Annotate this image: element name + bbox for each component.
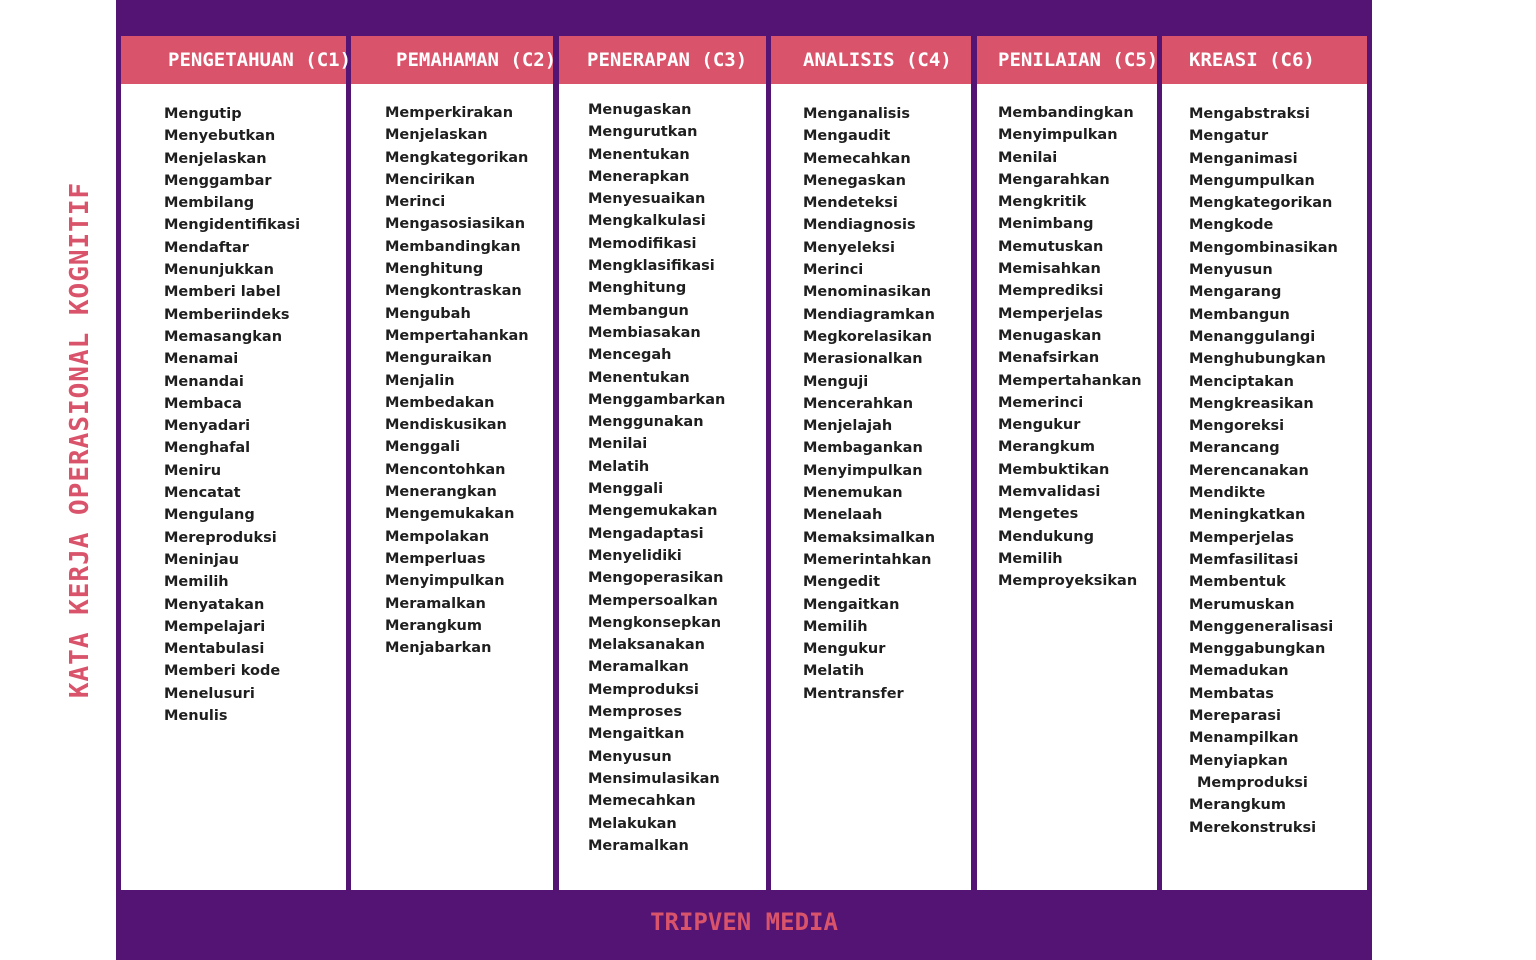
verb-item: Memfasilitasi [1189,551,1299,568]
verb-item: Meramalkan [588,837,689,854]
verb-item: Mengedit [803,574,881,591]
verb-item: Megkorelasikan [803,328,932,345]
column-header: PENERAPAN (C3) [559,36,766,84]
verb-item: Menggambarkan [588,391,726,408]
verb-item: Menganimasi [1189,150,1298,167]
verb-item: Merinci [803,262,864,279]
verb-item: Menyusun [1189,262,1273,279]
verb-item: Membangun [588,302,689,319]
verb-item: Menyusun [588,748,672,765]
verb-item: Menganalisis [803,106,911,122]
verb-item: Mengukur [803,641,886,658]
verb-item: Mengidentifikasi [164,217,301,234]
verb-item: Mengubah [385,305,471,322]
verb-item: Menyadari [164,418,251,435]
verb-item: Memerinci [998,394,1084,411]
verb-item: Mengetes [998,506,1079,523]
column-c6 [1162,36,1367,890]
verb-item: Memasangkan [164,328,283,345]
verb-item: Memecahkan [803,150,911,167]
verb-item: Mengasosiasikan [385,216,526,233]
verb-item: Merasionalkan [803,351,923,368]
verb-item: Menegaskan [803,172,906,189]
verb-item: Memperjelas [1189,529,1294,546]
verb-item: Memproduksi [1197,774,1308,791]
verb-item: Mendikte [1189,485,1266,502]
verb-item: Mencegah [588,347,672,364]
verb-item: Meninjau [164,551,239,568]
verb-item: Menerangkan [385,484,497,501]
verb-item: Menemukan [803,485,903,502]
column-c4 [771,36,971,890]
verb-item: Menerapkan [588,168,690,185]
verb-item: Menimbang [998,216,1094,233]
verb-item: Membaca [164,395,242,412]
verb-item: Mengadaptasi [588,525,704,542]
verb-item: Menulis [164,708,228,725]
verb-item: Mendiagramkan [803,306,935,323]
verb-item: Mengkritik [998,194,1087,211]
verb-item: Mencerahkan [803,395,914,412]
verb-item: Memprediksi [998,283,1104,300]
verb-item: Mencatat [164,485,241,502]
verb-item: Menampilkan [1189,730,1299,747]
column-c2 [351,36,557,890]
verb-item: Memadukan [1189,663,1289,680]
verb-list [803,103,935,705]
verb-list [385,102,529,659]
verb-item: Merumuskan [1189,596,1295,613]
verb-item: Melaksanakan [588,637,705,654]
verb-item: Menugaskan [588,102,692,118]
verb-item: Menjelaskan [385,127,488,144]
verb-item: Mentransfer [803,685,904,702]
verb-item: Menjalin [385,372,455,389]
verb-list [998,102,1142,593]
verb-item: Menghitung [385,261,484,278]
verb-item: Mempolakan [385,528,490,545]
verb-item: Membentuk [1189,574,1286,591]
column-header: PENILAIAN (C5) [977,36,1157,84]
verb-item: Menentukan [588,146,690,163]
verb-item: Merangkum [385,617,482,634]
verb-item: Mencirikan [385,171,476,188]
verb-item: Menggali [385,439,461,456]
verb-item: Mempertahankan [385,327,529,344]
verb-item: Merinci [385,194,446,211]
table-frame [116,0,1372,960]
column-header: PEMAHAMAN (C2) [351,36,553,84]
verb-item: Mengoreksi [1189,418,1285,435]
verb-item: Mengaitkan [588,726,685,743]
verb-item: Memodifikasi [588,235,697,252]
verb-item: Membuktikan [998,461,1110,478]
verb-item: Mengulang [164,507,255,524]
verb-item: Menjelaskan [164,150,267,167]
verb-item: Menyeleksi [803,239,895,256]
verb-item: Membandingkan [385,238,521,255]
verb-item: Melatih [588,458,650,475]
verb-item: Menilai [998,149,1058,166]
verb-item: Membiasakan [588,324,701,341]
verb-item: Memutuskan [998,238,1104,255]
verb-item: Menjelajah [803,418,893,435]
verb-item: Memberiindeks [164,306,290,323]
verb-item: Mendiskusikan [385,417,507,434]
verb-list [1189,103,1338,839]
verb-item: Mencontohkan [385,461,506,478]
verb-item: Memilih [803,618,868,635]
verb-item: Memperkirakan [385,105,514,121]
verb-item: Menggambar [164,172,272,189]
verb-item: Menafsirkan [998,350,1100,367]
verb-item: Mengombinasikan [1189,239,1338,256]
verb-item: Melatih [803,663,865,680]
verb-item: Mengkalkulasi [588,213,706,230]
column-c5 [977,36,1157,890]
verb-item: Mengumpulkan [1189,172,1315,189]
verb-item: Mengkreasikan [1189,395,1314,412]
verb-item: Menghitung [588,280,687,297]
verb-item: Menilai [588,436,648,453]
verb-item: Mendiagnosis [803,217,916,234]
verb-item: Mengarang [1189,284,1282,301]
verb-item: Mengarahkan [998,171,1110,188]
verb-item: Melakukan [588,815,677,832]
verb-item: Mendukung [998,528,1094,545]
verb-item: Mengklasifikasi [588,258,715,275]
verb-item: Membilang [164,195,255,212]
verb-item: Menamai [164,351,239,368]
verb-item: Memerintahkan [803,551,932,568]
verb-item: Menghubungkan [1189,351,1326,368]
verb-item: Menyebutkan [164,128,276,145]
verb-item: Menggeneralisasi [1189,618,1334,635]
verb-item: Mengatur [1189,128,1269,145]
footer-brand: TRIPVEN MEDIA [650,908,838,936]
verb-list [588,99,725,857]
verb-item: Memaksimalkan [803,529,936,546]
verb-item: Meramalkan [385,595,486,612]
verb-item: Menciptakan [1189,373,1294,390]
verb-item: Membedakan [385,394,495,411]
verb-item: Menelaah [803,507,883,524]
column-header: KREASI (C6) [1162,36,1367,84]
verb-item: Memberi label [164,284,281,301]
verb-item: Memvalidasi [998,484,1101,501]
verb-item: Mengabstraksi [1189,106,1310,122]
verb-item: Menggunakan [588,414,704,431]
verb-item: Memberi kode [164,663,281,680]
verb-item: Mempersoalkan [588,592,718,609]
verb-item: Mendaftar [164,239,249,256]
verb-item: Menyimpulkan [803,462,923,479]
verb-item: Merekonstruksi [1189,819,1317,836]
verb-item: Merangkum [1189,797,1286,814]
verb-item: Menggabungkan [1189,641,1326,658]
verb-item: Merancang [1189,440,1280,457]
verb-item: Mendeteksi [803,195,898,212]
verb-item: Menunjukkan [164,262,274,279]
verb-item: Menugaskan [998,327,1102,344]
verb-item: Mengukur [998,417,1081,434]
verb-list [164,103,300,727]
verb-item: Membatas [1189,685,1274,702]
column-header: ANALISIS (C4) [771,36,971,84]
verb-item: Memperluas [385,550,486,567]
verb-item: Mereparasi [1189,708,1281,725]
verb-item: Merangkum [998,439,1095,456]
verb-item: Menominasikan [803,284,932,301]
column-c1 [121,36,352,890]
verb-item: Membandingkan [998,105,1134,121]
verb-item: Menelusuri [164,685,255,702]
verb-item: Mengurutkan [588,124,698,141]
verb-item: Memilih [998,550,1063,567]
verb-item: Menyimpulkan [385,573,505,590]
column-header: PENGETAHUAN (C1) [121,36,346,84]
verb-item: Meniru [164,462,222,479]
verb-item: Menggali [588,481,664,498]
verb-item: Mengkontraskan [385,283,522,300]
verb-item: Merencanakan [1189,462,1309,479]
verb-item: Mempelajari [164,618,266,635]
verb-item: Memperjelas [998,305,1103,322]
verb-item: Memproyeksikan [998,573,1138,590]
verb-item: Memproses [588,704,682,721]
verb-item: Menyesuaikan [588,191,706,208]
verb-item: Mereproduksi [164,529,277,546]
verb-item: Menyelidiki [588,547,682,564]
verb-item: Mengutip [164,106,242,122]
verb-item: Mengkonsepkan [588,614,722,631]
verb-item: Mengemukakan [385,506,515,523]
verb-item: Membagankan [803,440,923,457]
verb-item: Mensimulasikan [588,770,720,787]
verb-item: Menentukan [588,369,690,386]
verb-item: Mengkategorikan [385,149,529,166]
verb-item: Memecahkan [588,793,696,810]
verb-item: Memisahkan [998,261,1101,278]
verb-item: Menghafal [164,440,251,457]
verb-item: Meramalkan [588,659,689,676]
verb-item: Menyatakan [164,596,265,613]
verb-item: Memproduksi [588,681,699,698]
verb-item: Menyimpulkan [998,127,1118,144]
verb-item: Menguraikan [385,350,492,367]
verb-item: Memilih [164,574,229,591]
verb-item: Mengaudit [803,128,891,145]
side-title: KATA KERJA OPERASIONAL KOGNITIF [65,181,95,699]
verb-item: Menguji [803,373,869,390]
verb-item: Menanggulangi [1189,328,1316,345]
verb-item: Mempertahankan [998,372,1142,389]
verb-item: Menyiapkan [1189,752,1288,769]
verb-item: Mengkode [1189,217,1274,234]
verb-item: Mentabulasi [164,641,265,658]
verb-item: Membangun [1189,306,1290,323]
verb-item: Mengkategorikan [1189,195,1333,212]
verb-item: Mengaitkan [803,596,900,613]
verb-item: Menandai [164,373,244,390]
verb-item: Mengoperasikan [588,570,724,587]
verb-item: Mengemukakan [588,503,718,520]
verb-item: Menjabarkan [385,640,492,657]
column-c3 [559,36,766,890]
verb-item: Meningkatkan [1189,507,1306,524]
